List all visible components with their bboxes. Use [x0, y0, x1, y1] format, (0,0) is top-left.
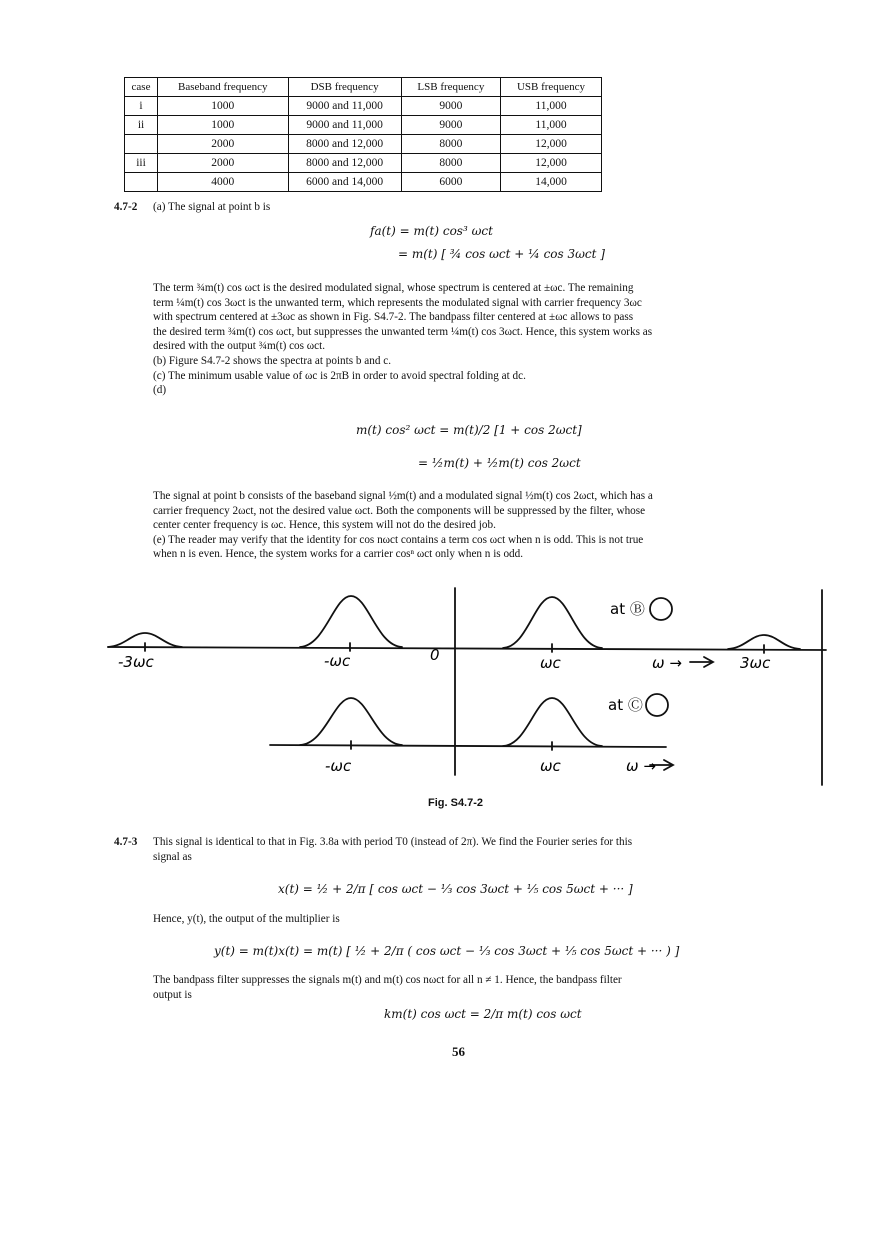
- cell-baseband: 2000: [158, 135, 288, 154]
- label-neg-wc-top: -ωc: [324, 652, 351, 670]
- cell-case: i: [125, 97, 158, 116]
- equation-cos2-line2: = ½m(t) + ½m(t) cos 2ωct: [418, 456, 581, 470]
- text-line: carrier frequency 2ωct, not the desired value ωct. Both the components will be suppressed by the filter, whose: [153, 504, 646, 517]
- cell-dsb: 6000 and 14,000: [288, 173, 401, 192]
- paragraph-desired-term: [153, 281, 793, 398]
- cell-lsb: 9000: [401, 116, 500, 135]
- text-line: This signal is identical to that in Fig. 3.8a with period T0 (instead of 2π). We find the Fourier series for this: [153, 836, 633, 848]
- cell-baseband: 4000: [158, 173, 288, 192]
- text-line: The bandpass filter suppresses the signals m(t) and m(t) cos nωct for all n ≠ 1. Hence, the bandpass filter: [153, 974, 622, 986]
- cell-dsb: 9000 and 11,000: [288, 116, 401, 135]
- label-wc-top: ωc: [540, 654, 561, 672]
- label-neg-3wc: -3ωc: [118, 653, 154, 671]
- equation-fa-line2: = m(t) [ ¾ cos ωct + ¼ cos 3ωct ]: [398, 247, 605, 261]
- text-line: The term ¾m(t) cos ωct is the desired modulated signal, whose spectrum is centered at ±ωc. The remaining: [153, 282, 634, 294]
- equation-cos2-line1: m(t) cos² ωct = m(t)/2 [1 + cos 2ωct]: [356, 423, 582, 437]
- cell-dsb: 8000 and 12,000: [288, 154, 401, 173]
- circle-b-marker: [650, 598, 672, 620]
- frequency-table: [124, 77, 602, 192]
- cell-usb: 11,000: [501, 97, 602, 116]
- part-d-label: (d): [153, 384, 167, 397]
- paragraph-fourier-intro: [153, 835, 793, 864]
- label-zero: 0: [430, 646, 440, 664]
- label-omega-top: ω →: [652, 654, 682, 672]
- header-case: case: [125, 78, 158, 97]
- text-line: when n is even. Hence, the system works for a carrier cosⁿ ωct only when n is odd.: [153, 548, 524, 561]
- text-line: center center frequency is ωc. Hence, this system will not do the desired job.: [153, 519, 496, 532]
- cell-usb: 11,000: [501, 116, 602, 135]
- part-c-text: (c) The minimum usable value of ωc is 2πB in order to avoid spectral folding at dc.: [153, 369, 526, 382]
- header-lsb: LSB frequency: [401, 78, 500, 97]
- label-wc-bottom: ωc: [540, 757, 561, 775]
- table-row: [125, 116, 602, 135]
- cell-usb: 14,000: [501, 173, 602, 192]
- cell-baseband: 2000: [158, 154, 288, 173]
- spectrum-figure: [0, 580, 880, 795]
- table-row: [125, 173, 602, 192]
- label-omega-bottom: ω →: [626, 757, 656, 775]
- equation-x-of-t: x(t) = ½ + 2/π [ cos ωct − ⅓ cos 3ωct + ⅕ cos 5ωct + ··· ]: [278, 882, 633, 896]
- pulse-wc-bottom: [503, 698, 602, 746]
- cell-dsb: 9000 and 11,000: [288, 97, 401, 116]
- cell-baseband: 1000: [158, 97, 288, 116]
- text-line: term ¼m(t) cos 3ωct is the unwanted term, which represents the modulated signal with carrier frequency 3ωc: [153, 296, 642, 309]
- part-a-intro: (a) The signal at point b is: [153, 201, 271, 213]
- table-row: [125, 154, 602, 173]
- cell-usb: 12,000: [501, 135, 602, 154]
- header-baseband: Baseband frequency: [158, 78, 288, 97]
- text-line: the desired term ¾m(t) cos ωct, but suppresses the unwanted term ¼m(t) cos 3ωct. Hence, this system works as: [153, 325, 653, 338]
- page-number: 56: [452, 1044, 465, 1059]
- label-neg-wc-bottom: -ωc: [325, 757, 352, 775]
- circle-c-marker: [646, 694, 668, 716]
- text-line: signal as: [153, 850, 192, 863]
- bottom-frequency-axis: [270, 745, 666, 747]
- pulse-wc-top: [503, 597, 602, 648]
- cell-case: iii: [125, 154, 158, 173]
- cell-case: ii: [125, 116, 158, 135]
- table-row: [125, 135, 602, 154]
- cell-lsb: 9000: [401, 97, 500, 116]
- cell-lsb: 6000: [401, 173, 500, 192]
- cell-lsb: 8000: [401, 154, 500, 173]
- label-at-b: at Ⓑ: [610, 600, 645, 618]
- problem-label-4-7-2: 4.7-2: [114, 201, 138, 213]
- table-row: [125, 97, 602, 116]
- cell-dsb: 8000 and 12,000: [288, 135, 401, 154]
- cell-lsb: 8000: [401, 135, 500, 154]
- text-line: output is: [153, 988, 192, 1001]
- text-line: with spectrum centered at ±3ωc as shown in Fig. S4.7-2. The bandpass filter centered at ±ωc allows to pass: [153, 311, 634, 324]
- part-b-text: (b) Figure S4.7-2 shows the spectra at points b and c.: [153, 354, 392, 367]
- paragraph-point-b: [153, 489, 793, 562]
- paragraph-bandpass: [153, 973, 793, 1002]
- problem-label-4-7-3: 4.7-3: [114, 836, 138, 848]
- cell-case: [125, 173, 158, 192]
- header-usb: USB frequency: [501, 78, 602, 97]
- equation-y-of-t: y(t) = m(t)x(t) = m(t) [ ½ + 2/π ( cos ωct − ⅓ cos 3ωct + ⅕ cos 5ωct + ··· ) ]: [214, 944, 680, 958]
- text-line: The signal at point b consists of the baseband signal ½m(t) and a modulated signal ½m(t) cos 2ωct, which has a: [153, 490, 653, 502]
- text-line: (e) The reader may verify that the identity for cos nωct contains a term cos ωct when n is odd. This is not true: [153, 533, 644, 546]
- text-line: desired with the output ¾m(t) cos ωct.: [153, 340, 326, 353]
- top-frequency-axis: [108, 647, 826, 650]
- header-dsb: DSB frequency: [288, 78, 401, 97]
- label-at-c: at Ⓒ: [608, 696, 643, 714]
- table-header-row: [125, 78, 602, 97]
- cell-case: [125, 135, 158, 154]
- cell-baseband: 1000: [158, 116, 288, 135]
- pulse-neg-wc-top: [300, 596, 402, 647]
- figure-caption: Fig. S4.7-2: [428, 797, 484, 809]
- text-hence: Hence, y(t), the output of the multiplier is: [153, 913, 340, 925]
- equation-output: km(t) cos ωct = 2/π m(t) cos ωct: [384, 1007, 582, 1021]
- equation-fa-line1: fa(t) = m(t) cos³ ωct: [370, 224, 493, 238]
- cell-usb: 12,000: [501, 154, 602, 173]
- label-pos-3wc: 3ωc: [740, 654, 771, 672]
- pulse-neg-wc-bottom: [300, 698, 402, 745]
